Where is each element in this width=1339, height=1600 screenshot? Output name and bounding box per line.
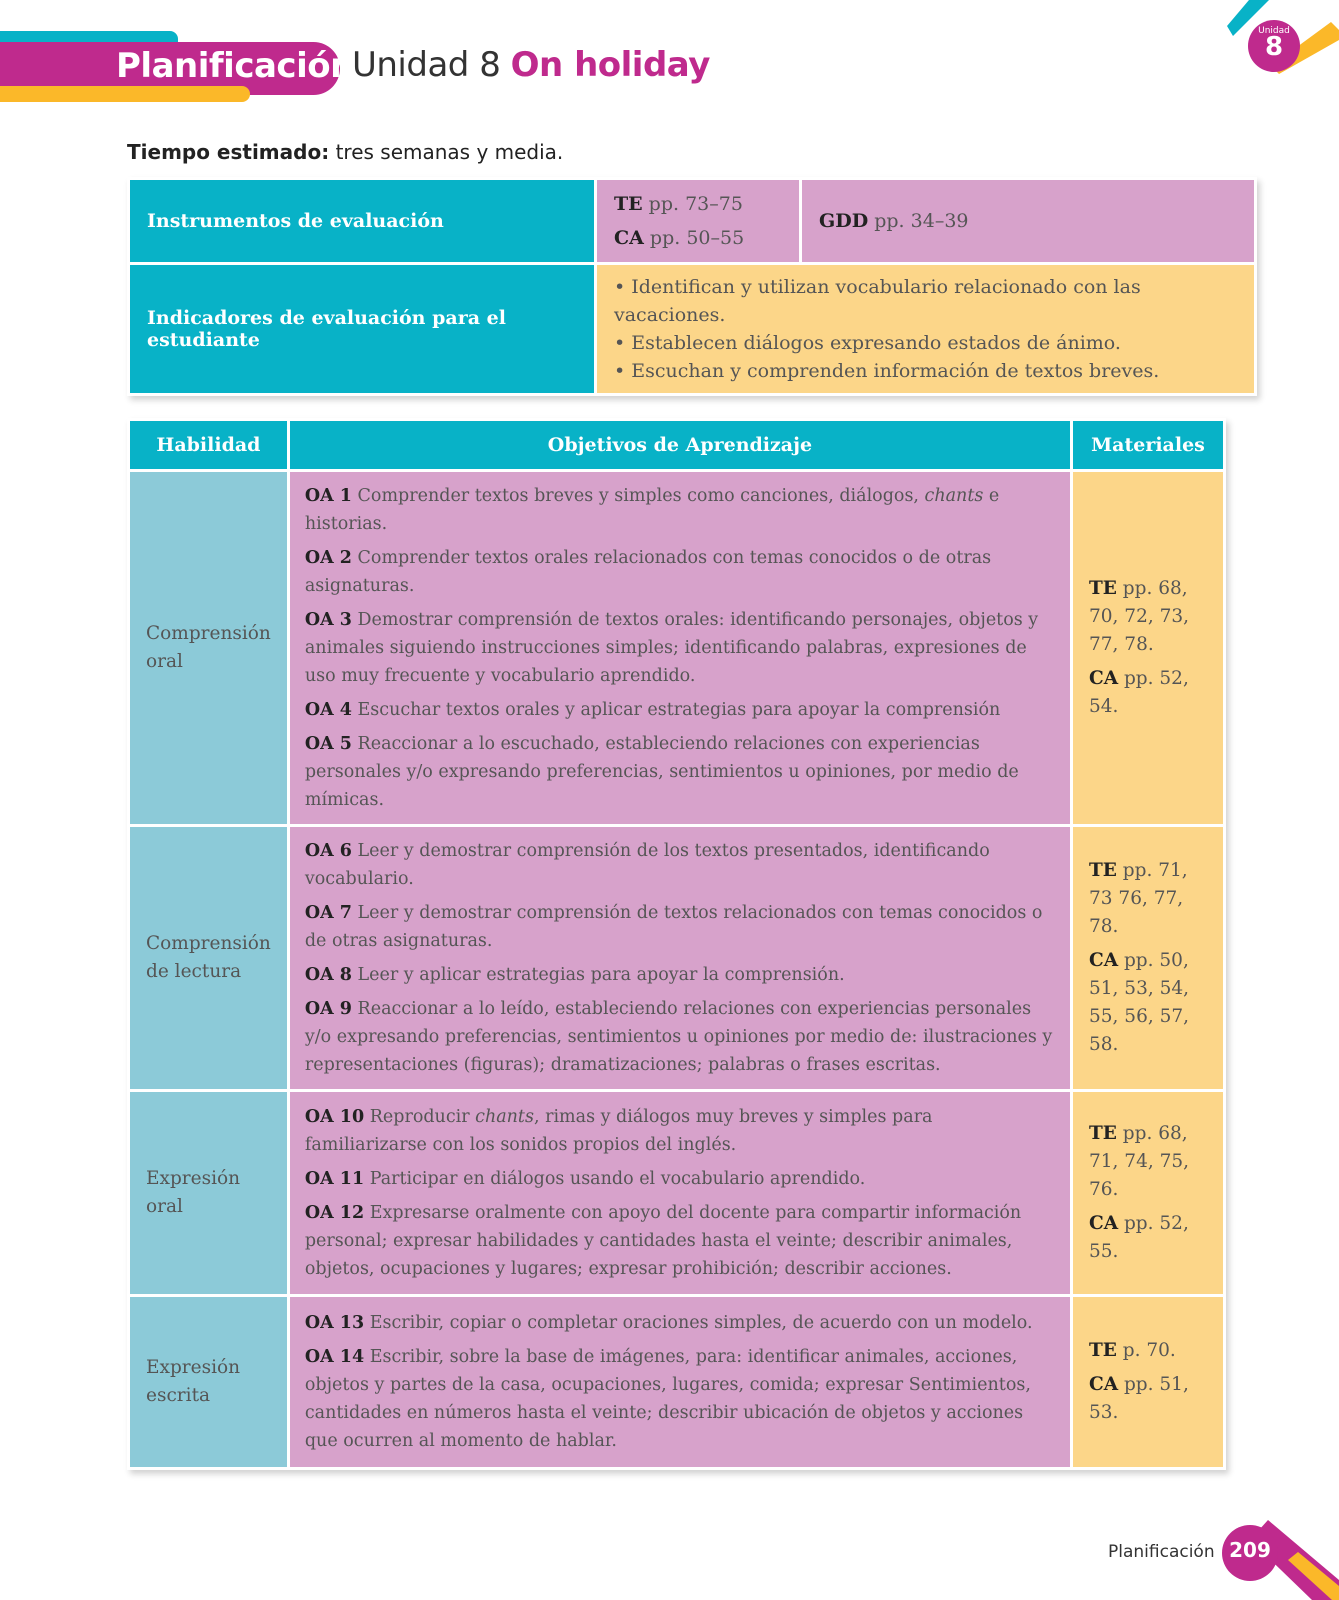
- unit-name: On holiday: [510, 45, 710, 85]
- objective-item: [305, 606, 1055, 690]
- objective-code: OA 4: [304, 700, 352, 720]
- material-item: [1089, 1210, 1207, 1266]
- objective-item: [305, 1199, 1055, 1283]
- objectives-table: [127, 418, 1226, 1470]
- indicator-item: • Escuchan y comprenden información de textos breves.: [614, 360, 1160, 382]
- objective-text: Leer y demostrar comprensión de textos relacionados con temas conocidos o de otras asignaturas.: [304, 903, 1043, 951]
- section-title: Planificación: [116, 46, 354, 86]
- objective-text: Leer y demostrar comprensión de los textos presentados, identificando vocabulario.: [304, 841, 990, 889]
- te-pages: pp. 73–75: [648, 193, 743, 215]
- table-row: [130, 472, 1223, 824]
- indicator-item: • Establecen diálogos expresando estados de ánimo.: [614, 332, 1121, 354]
- table-row: [130, 1297, 1223, 1467]
- objective-item: [305, 696, 1055, 724]
- table-body: [130, 472, 1223, 1467]
- material-code: CA: [1089, 950, 1119, 971]
- objective-code: OA 14: [304, 1347, 365, 1367]
- estimated-time-value: tres semanas y media.: [335, 140, 564, 164]
- objective-item: [305, 730, 1055, 814]
- evaluation-table: [127, 177, 1257, 396]
- objectives-cell: [290, 1297, 1070, 1467]
- instruments-label: Instrumentos de evaluación: [130, 180, 594, 262]
- skill-label: Expresión: [146, 1357, 241, 1378]
- objective-code: OA 1: [304, 486, 352, 506]
- material-code: CA: [1089, 1213, 1119, 1234]
- material-item: [1089, 947, 1207, 1059]
- material-code: CA: [1089, 1374, 1119, 1395]
- instruments-gdd: [802, 180, 1254, 262]
- material-item: [1089, 575, 1207, 659]
- material-code: TE: [1089, 578, 1117, 599]
- material-code: TE: [1089, 860, 1117, 881]
- material-pages: pp. 71, 73 76, 77, 78.: [1089, 860, 1188, 937]
- material-item: [1089, 857, 1207, 941]
- objective-code: OA 2: [304, 548, 352, 568]
- unit-number-text: Unidad 8: [352, 45, 501, 85]
- te-code: TE: [614, 193, 643, 215]
- skill-cell: [130, 1297, 287, 1467]
- objective-text: Escribir, copiar o completar oraciones simples, de acuerdo con un modelo.: [369, 1313, 1033, 1333]
- objective-item: [305, 1309, 1055, 1337]
- material-pages: pp. 50, 51, 53, 54, 55, 56, 57, 58.: [1089, 950, 1190, 1055]
- material-code: TE: [1089, 1123, 1117, 1144]
- page-number: 209: [1222, 1525, 1278, 1581]
- skill-cell: [130, 827, 287, 1089]
- material-code: TE: [1089, 1340, 1117, 1361]
- materials-cell: [1073, 1092, 1223, 1294]
- objective-text: Escribir, sobre la base de imágenes, para: identificar animales, acciones, objetos y partes de la casa, ocupaciones, lugares, comida; expresar Sentimientos, cantidades en números hasta el veinte; describir ubicación de objetos y acciones que ocurren al momento de hablar.: [304, 1347, 1031, 1451]
- objective-item: [305, 1343, 1055, 1455]
- material-code: CA: [1089, 668, 1119, 689]
- objective-text: Participar en diálogos usando el vocabulario aprendido.: [369, 1169, 866, 1189]
- objective-code: OA 6: [304, 841, 352, 861]
- objective-item: [305, 482, 1055, 538]
- objective-text: Comprender textos breves y simples como canciones, diálogos,: [357, 486, 925, 506]
- objective-code: OA 12: [304, 1203, 365, 1223]
- objective-text: Leer y aplicar estrategias para apoyar la comprensión.: [357, 965, 845, 985]
- material-pages: pp. 68, 71, 74, 75, 76.: [1089, 1123, 1190, 1200]
- ca-pages: pp. 50–55: [649, 227, 745, 249]
- objective-item: [305, 544, 1055, 600]
- material-item: [1089, 665, 1207, 721]
- estimated-time-label: Tiempo estimado:: [127, 140, 330, 164]
- footer-label: Planificación: [1108, 1542, 1215, 1562]
- objective-item: [305, 961, 1055, 989]
- objective-text: Escuchar textos orales y aplicar estrategias para apoyar la comprensión: [357, 700, 1001, 720]
- materials-cell: [1073, 1297, 1223, 1467]
- header-objetivos: Objetivos de Aprendizaje: [290, 421, 1070, 469]
- objective-item: [305, 1103, 1055, 1159]
- skill-cell: [130, 472, 287, 824]
- skill-label: de lectura: [146, 961, 242, 982]
- objective-item: [305, 837, 1055, 893]
- material-pages: pp. 52, 54.: [1089, 668, 1189, 717]
- objective-text: e historias.: [304, 486, 1000, 534]
- material-pages: pp. 52, 55.: [1089, 1213, 1189, 1262]
- skill-cell: [130, 1092, 287, 1294]
- material-item: [1089, 1120, 1207, 1204]
- indicators-list: [597, 265, 1254, 393]
- objective-code: OA 8: [304, 965, 352, 985]
- gdd-code: GDD: [819, 210, 869, 232]
- objective-code: OA 9: [304, 999, 352, 1019]
- header-decor-yellow: [0, 86, 250, 102]
- objective-text: Demostrar comprensión de textos orales: identificando personajes, objetos y animales siguiendo instrucciones simples; identificando palabras, expresiones de uso muy frecuente y vocabulario aprendido.: [304, 610, 1039, 686]
- objective-code: OA 7: [304, 903, 352, 923]
- skill-label: Expresión oral: [146, 1168, 241, 1217]
- table-row: [130, 1092, 1223, 1294]
- gdd-pages: pp. 34–39: [874, 210, 969, 232]
- objectives-cell: [290, 827, 1070, 1089]
- skill-label: oral: [146, 651, 183, 672]
- objective-text: Expresarse oralmente con apoyo del docente para compartir información personal; expresar habilidades y cantidades hasta el veinte; describir animales, objetos, ocupaciones y lugares; expresar prohibición; describir acciones.: [304, 1203, 1022, 1279]
- unit-title: [352, 45, 710, 85]
- header-habilidad: Habilidad: [130, 421, 287, 469]
- objective-text: Reaccionar a lo leído, estableciendo relaciones con experiencias personales y/o expresando preferencias, sentimientos u opiniones por medio de: ilustraciones y representaciones (figuras); dramatizaciones; palabras o frases escritas.: [304, 999, 1053, 1075]
- table-row: [130, 827, 1223, 1089]
- unit-badge-label: Unidad: [1258, 26, 1290, 36]
- skill-label: escrita: [146, 1385, 211, 1406]
- objective-text: Comprender textos orales relacionados con temas conocidos o de otras asignaturas.: [304, 548, 992, 596]
- unit-badge: [1248, 20, 1300, 72]
- objective-text: Reaccionar a lo escuchado, estableciendo relaciones con experiencias personales y/o expresando preferencias, sentimientos u opiniones, por medio de mímicas.: [304, 734, 1019, 810]
- unit-badge-number: 8: [1264, 32, 1284, 62]
- header-materiales: Materiales: [1073, 421, 1223, 469]
- objective-emphasis: chants: [924, 486, 984, 506]
- materials-cell: [1073, 827, 1223, 1089]
- material-pages: pp. 51, 53.: [1089, 1374, 1189, 1423]
- materials-cell: [1073, 472, 1223, 824]
- indicators-label: Indicadores de evaluación para el estudiante: [130, 265, 594, 393]
- objective-code: OA 10: [304, 1107, 365, 1127]
- objective-code: OA 11: [304, 1169, 365, 1189]
- objective-code: OA 13: [304, 1313, 365, 1333]
- objective-item: [305, 1165, 1055, 1193]
- objective-code: OA 5: [304, 734, 352, 754]
- instruments-te-ca: [597, 180, 799, 262]
- skill-label: Comprensión: [146, 623, 271, 644]
- objectives-cell: [290, 472, 1070, 824]
- objective-item: [305, 995, 1055, 1079]
- objective-item: [305, 899, 1055, 955]
- objective-text: Reproducir: [369, 1107, 476, 1127]
- material-pages: p. 70.: [1122, 1340, 1176, 1361]
- material-item: [1089, 1337, 1207, 1365]
- estimated-time: [127, 140, 563, 164]
- ca-code: CA: [614, 227, 644, 249]
- material-item: [1089, 1371, 1207, 1427]
- objectives-cell: [290, 1092, 1070, 1294]
- objective-text: , rimas y diálogos muy breves y simples para familiarizarse con los sonidos propios del inglés.: [304, 1107, 933, 1155]
- objective-code: OA 3: [304, 610, 352, 630]
- objective-emphasis: chants: [475, 1107, 534, 1127]
- indicator-item: • Identifican y utilizan vocabulario relacionado con las vacaciones.: [614, 276, 1141, 326]
- material-pages: pp. 68, 70, 72, 73, 77, 78.: [1089, 578, 1190, 655]
- skill-label: Comprensión: [146, 933, 271, 954]
